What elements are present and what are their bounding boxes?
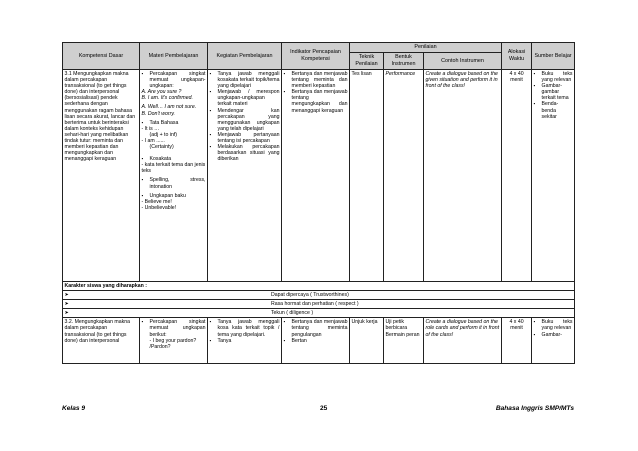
list-item: ▪ Gambar- [534,332,573,338]
list-item: ▪ Buku teks yang relevan [534,71,573,83]
karakter-title-row [63,282,575,291]
arrow-icon: ➤ [64,292,69,299]
karakter-item: Rasa hormat dan perhatian ( respect ) [270,301,359,308]
karakter-row [63,309,575,318]
list-item: - kata terkait tema dan jenis teks [141,162,206,175]
list-item: ▪ Ungkapan baku [142,193,206,199]
karakter-row [63,300,575,309]
kd-cell: 3.1 Mengungkapkan makna dalam percakapan transaksional (to get things done) dan interpersonal (bersosialisasi) pendek sederhana dengan menggunakan ragam bahasa lisan secara akurat, lancar dan berterima untuk berinteraksi dalam konteks kehidupan sehari-hari yang melibatkan tindak tutur: meminta dan memberi kepastian dan mengungkapkan dan menanggapi keraguan [63,70,140,282]
list-item: - I beg your pardon? /Pardon? [149,337,197,350]
header-indikator: Indikator Pencapaian Kompetensi [282,43,350,70]
kegiatan-cell [208,318,282,364]
karakter-item: Tekun ( diligence ) [270,310,314,317]
header-bentuk: Bentuk Instrumen [384,53,424,70]
list-item: ▪ Mendengar kan percakapan yang menggunakan ungkapan yang telah dipelajari [210,108,280,132]
list-item: ▪ Bertanya dan menjawab tentang meminta dan memberi kepastian [284,71,348,89]
materi-cell [140,318,208,364]
dialog-line: B. Don't worry. [141,110,175,117]
karakter-row [63,291,575,300]
sumber-cell [532,318,575,364]
list-item: ▪ Kosakata [142,156,206,162]
dialog-line: A. Well… I am not sure. [141,104,197,111]
footer-subject: Bahasa Inggris SMP/MTs [495,405,574,412]
list-item: ▪ Bertanya dan menjawab tentang mengungkapkan dan menanggapi keraguan [284,89,348,113]
page-number: 25 [320,405,328,412]
list-item: ▪ Tanya [210,338,280,344]
list-item: ▪ Benda-benda sekitar [534,101,573,119]
header-kegiatan: Kegiatan Pembelajaran [208,43,282,70]
karakter-title: Karakter siswa yang diharapkan : [63,282,575,291]
header-teknik: Teknik Penilaian [350,53,384,70]
header-sumber: Sumber Belajar [532,43,575,70]
kegiatan-cell [208,70,282,282]
arrow-icon: ➤ [64,301,69,308]
list-item: - Unbelievable! [141,204,177,211]
teknik-cell: Tes lisan [350,70,384,282]
contoh-cell: Create a dialogue based on the role cards and perform it in front of the class! [424,318,502,364]
bentuk-cell: Performance [384,70,424,282]
dialog-line: A. Are you sure ? [141,89,182,96]
list-item: ▪ Menjawab pertanyaan tentang isi percakapan [210,132,280,144]
indikator-cell [282,318,350,364]
list-item: ▪ Spelling, stress, intonation [142,177,206,189]
list-item: ▪ Tanya jawab menggali kosakata terkait topik/tema yang dipelajari [210,71,280,89]
list-item: ▪ Tata Bahasa [142,120,206,126]
syllabus-table [62,42,575,364]
list-item: ▪ Bertan [284,338,348,344]
list-item: ▪ Percakapan singkat memuat ungkapan berikut: [142,319,206,337]
table-row [63,318,575,364]
header-materi: Materi Pembelajaran [140,43,208,70]
list-item: ▪ Gambar-gambar terkait tema [534,83,573,101]
list-item: (adj + to inf) [149,131,178,138]
header-kompetensi-dasar: Kompetensi Dasar [63,43,140,70]
header-penilaian: Penilaian [350,43,502,53]
list-item: ▪ Percakapan singkat memuat ungkapan-ungkapan: [142,71,206,89]
list-item: ▪ Menjawab / merespon ungkapan-ungkapan terkait materi [210,89,280,107]
kd-cell: 3.2. Mengungkapkan makna dalam percakapan transaksional (to get things done) dan interpersonal [63,318,140,364]
materi-cell [140,70,208,282]
list-item: - Believe me! [141,198,172,205]
list-item: ▪ Bertanya dan menjawab tentang meminta pengulangan [284,319,348,337]
footer-class: Kelas 9 [62,405,86,412]
contoh-cell: Create a dialogue based on the given situation and perform it in front of the class! [424,70,502,282]
dialog-line: B. I am. It's confirmed. [141,95,193,102]
arrow-icon: ➤ [64,310,69,317]
alokasi-cell: 4 x 40 menit [502,70,532,282]
list-item: - I am ...... [141,137,165,144]
table-row [63,70,575,282]
syllabus-page [62,42,574,364]
header-alokasi: Alokasi Waktu [502,43,532,70]
alokasi-cell: 4 x 40 menit [502,318,532,364]
bentuk-cell: Uji petik berbicara Bermain peran [384,318,424,364]
header-contoh: Contoh Instrumen [424,53,502,70]
list-item: ▪ Buku teks yang relevan [534,319,573,331]
list-item: ▪ Tanya jawab menggali kosa kata terkait topik / tema yang dipelajari. [210,319,280,337]
teknik-cell: Unjuk kerja [350,318,384,364]
indikator-cell [282,70,350,282]
karakter-item: Dapat dipercaya ( Trustworthines) [270,292,349,299]
sumber-cell [532,70,575,282]
list-item: ▪ Melakukan percakapan berdasarkan situasi yang diberikan [210,144,280,162]
list-item: - It is … [141,125,160,132]
list-item: (Certainty) [149,144,174,151]
